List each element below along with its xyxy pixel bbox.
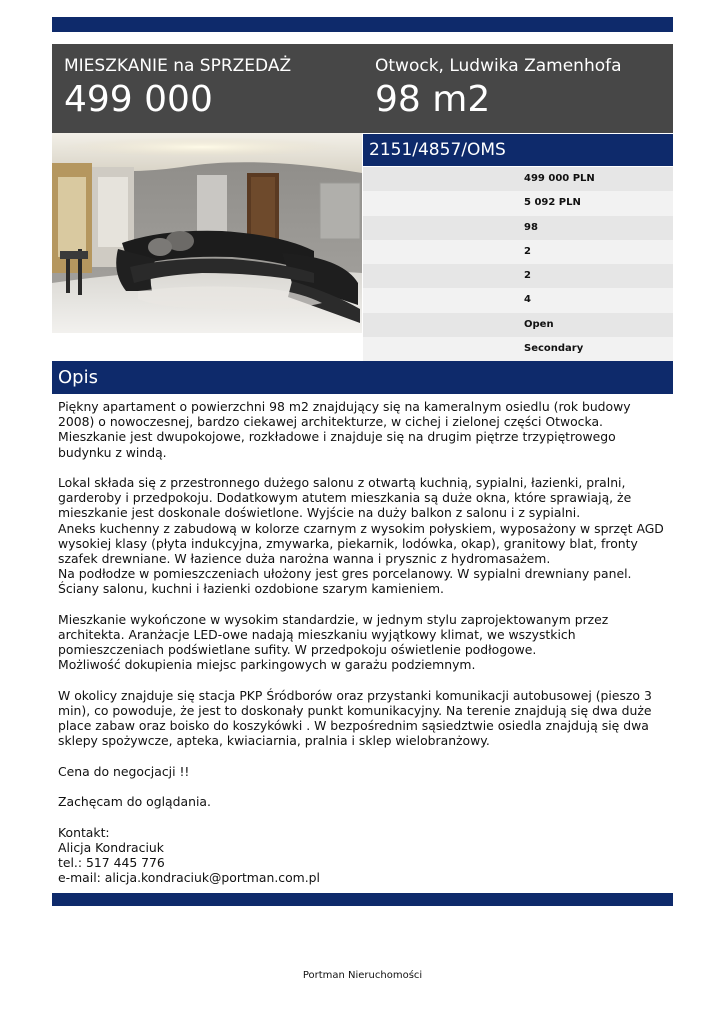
detail-value: 2 — [524, 270, 531, 282]
detail-value: 5 092 PLN — [524, 197, 581, 209]
property-photo — [52, 133, 362, 333]
reference-number: 2151/4857/OMS — [369, 140, 506, 160]
location-block — [375, 56, 622, 122]
reference-header — [363, 134, 673, 166]
detail-row-floor — [363, 264, 673, 288]
detail-value: 2 — [524, 245, 531, 257]
listing-header — [52, 44, 673, 133]
location: Otwock, Ludwika Zamenhofa — [375, 56, 622, 76]
detail-value: Secondary — [524, 343, 584, 355]
top-accent-bar — [52, 17, 673, 32]
description-text: Piękny apartament o powierzchni 98 m2 znajdujący się na kameralnym osiedlu (rok budowy 2008) o nowoczesnej, bardzo ciekawej architekturze, w cichej i zielonej części Otwocka. Mieszkanie jest dwupokojowe, rozkładowe i znajduje się na drugim piętrze trzypiętrowego budynku z windą. Lokal składa się z przestronnego dużego salonu z otwartą kuchnią, sypialni, łazienki, pralni, garderoby i przedpokoju. Dodatkowym atutem mieszkania są duże okna, które sprawiają, że mieszkanie jest doskonale doświetlone. Wyjście na duży balkon z salonu i z sypialni. Aneks kuchenny z zabudową w kolorze czarnym z wysokim połyskiem, wyposażony w sprzęt AGD wysokiej klasy (płyta indukcyjna, zmywarka, piekarnik, lodówka, okap), granitowy blat, fronty szafek drewniane. W łazience duża narożna wanna i prysznic z hydromasażem. Na podłodze w pomieszczeniach ułożony jest gres porcelanowy. W sypialni drewniany panel. Ściany salonu, kuchni i łazienki ozdobione szarym kamieniem. Mieszkanie wykończone w wysokim standardzie, w jednym stylu zaprojektowanym przez architekta. Aranżacje LED-owe nadają mieszkaniu wyjątkowy klimat, we wszystkich pomieszczeniach podświetlane sufity. W przedpokoju oświetlenie podłogowe. Możliwość dokupienia miejsc parkingowych w garażu podziemnym. W okolicy znajduje się stacja PKP Śródborów oraz przystanki komunikacji autobusowej (pieszo 3 min), co powoduje, że jest to doskonały punkt komunikacyjny. Na terenie znajdują się dwa duże place zabaw oraz boisko do koszykówki . W bezpośrednim sąsiedztwie osiedla znajdują się dwa sklepy spożywcze, apteka, kwiaciarnia, pralnia i sklep wielobranżowy. Cena do negocjacji !! Zachęcam do oglądania. Kontakt: Alicja Kondraciuk tel.: 517 445 776 e-mail: alicja.kondraciuk@portman.com.pl — [58, 399, 664, 886]
description-heading-bar — [52, 361, 673, 394]
detail-row-market — [363, 337, 673, 361]
description-heading: Opis — [58, 367, 98, 388]
detail-row-rooms — [363, 240, 673, 264]
detail-row-floors — [363, 288, 673, 312]
price: 499 000 — [64, 79, 213, 120]
detail-value: 4 — [524, 294, 531, 306]
detail-value: Open — [524, 318, 554, 330]
details-table — [363, 167, 673, 361]
area: 98 m2 — [375, 79, 491, 120]
offer-type: MIESZKANIE na SPRZEDAŻ — [64, 56, 292, 76]
footer-company: Portman Nieruchomości — [302, 970, 423, 981]
price-block — [64, 56, 291, 122]
bottom-accent-bar — [52, 893, 673, 906]
detail-row-price-per-m2 — [363, 191, 673, 215]
detail-row-price — [363, 167, 673, 191]
detail-row-kitchen — [363, 313, 673, 337]
detail-row-area — [363, 216, 673, 240]
detail-value: 98 — [524, 221, 538, 233]
detail-value: 499 000 PLN — [524, 173, 595, 184]
